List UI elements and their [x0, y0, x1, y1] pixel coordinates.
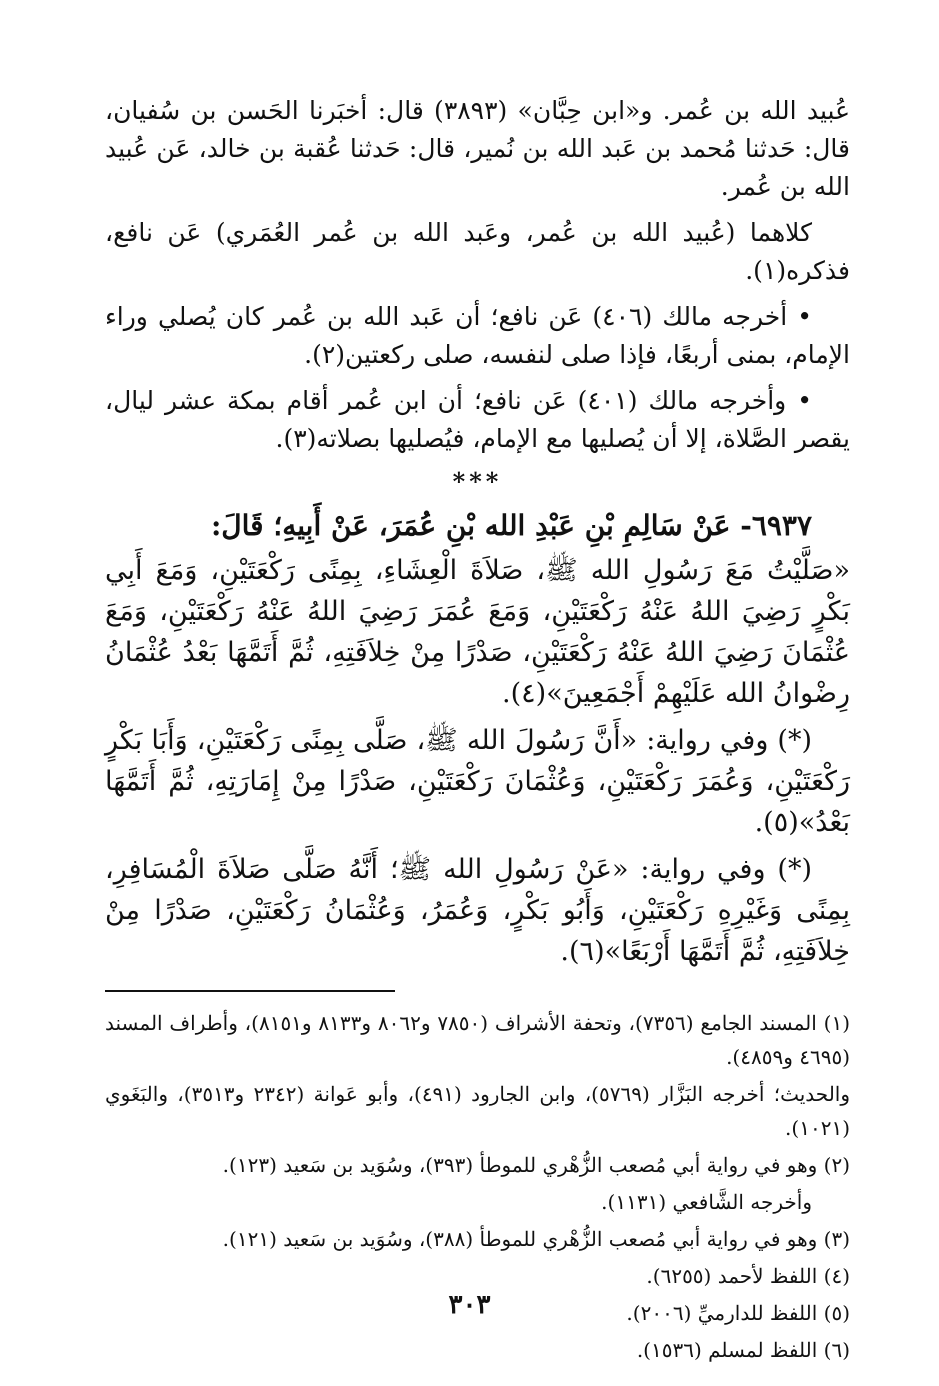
footnote-1: (١) المسند الجامع (٧٣٥٦)، وتحفة الأشراف (٧٨٥٠ و٨٠٦٢ و٨١٣٣ و٨١٥١)، وأطراف المسند (٤٦٩٥ و٤٨٥٩).: [105, 1011, 851, 1069]
hadith-riwaya-1: (*) وفي رواية: «أَنَّ رَسُولَ الله ﷺ، صَلَّى بِمِنًى رَكْعَتَيْنِ، وَأَبَا بَكْرٍ رَكْعَتَيْنِ، وَعُمَرَ رَكْعَتَيْنِ، وَعُثْمَانَ رَكْعَتَيْنِ، صَدْرًا مِنْ إِمَارَتِهِ، ثُمَّ أَتَمَّهَا بَعْدُ»(٥).: [105, 725, 850, 838]
hadith-riwaya-2: (*) وفي رواية: «عَنْ رَسُولِ الله ﷺ؛ أَنَّهُ صَلَّى صَلاَةَ الْمُسَافِرِ، بِمِنًى وَغَيْرِهِ رَكْعَتَيْنِ، وَأَبُو بَكْرٍ، وَعُمَرُ، وَعُثْمَانُ رَكْعَتَيْنِ، صَدْرًا مِنْ خِلاَفَتِهِ، ثُمَّ أَتَمَّهَا أَرْبَعًا»(٦).: [105, 854, 850, 967]
footnote-6: (٦) اللفظ لمسلم (١٥٣٦).: [636, 1338, 850, 1362]
page-content: [105, 92, 850, 1370]
paragraph-malik-401: • وأخرجه مالك (٤٠١) عَن نافع؛ أن ابن عُمر أقام بمكة عشر ليال، يقصر الصَّلاة، إلا أن يُصليها مع الإمام، فيُصليها بصلاته(٣).: [105, 386, 850, 453]
paragraph-malik-406: • أخرجه مالك (٤٠٦) عَن نافع؛ أن عَبد الله بن عُمر كان يُصلي وراء الإمام، بمنى أربعًا، فإذا صلى لنفسه، صلى ركعتين(٢).: [105, 302, 850, 369]
paragraph-both-narrators: كلاهما (عُبيد الله بن عُمر، وعَبد الله بن عُمر العُمَري) عَن نافع، فذكره(١).: [105, 218, 850, 285]
footnote-4: (٤) اللفظ لأحمد (٦٢٥٥).: [646, 1264, 850, 1288]
section-separator: ***: [452, 467, 503, 496]
hadith-heading: ٦٩٣٧- عَنْ سَالِمِ بْنِ عَبْدِ الله بْنِ عُمَرَ، عَنْ أَبِيهِ؛ قَالَ:: [210, 509, 812, 542]
footnote-3: (٣) وهو في رواية أبي مُصعب الزُّهْري للموطأ (٣٨٨)، وسُوَيد بن سَعيد (١٢١).: [222, 1227, 850, 1251]
paragraph-chain-of-narration: عُبيد الله بن عُمر. و«ابن حِبَّان» (٣٨٩٣) قال: أخبَرنا الحَسن بن سُفيان، قال: حَدثنا مُحمد بن عَبد الله بن نُمير، قال: حَدثنا عُقبة بن خالد، عَن عُبيد الله بن عُمر.: [105, 96, 850, 201]
footnote-1-continuation: والحديث؛ أخرجه البَزَّار (٥٧٦٩)، وابن الجارود (٤٩١)، وأبو عَوانة (٢٣٤٢ و٣٥١٣)، والبَغَوي (١٠٢١).: [105, 1082, 851, 1140]
page-number: ٣٠٣: [448, 1290, 491, 1320]
footnote-divider: [105, 990, 395, 992]
footnote-2: (٢) وهو في رواية أبي مُصعب الزُّهْري للموطأ (٣٩٣)، وسُوَيد بن سَعيد (١٢٣).: [222, 1153, 850, 1177]
footnote-2-continuation: وأخرجه الشَّافعي (١١٣١).: [601, 1190, 812, 1214]
footnote-5: (٥) اللفظ للدارميِّ (٢٠٠٦).: [626, 1301, 850, 1325]
hadith-main-text: «صَلَّيْتُ مَعَ رَسُولِ الله ﷺ، صَلاَةَ الْعِشَاءِ، بِمِنًى رَكْعَتَيْنِ، وَمَعَ أَبِي بَكْرٍ رَضِيَ اللهُ عَنْهُ رَكْعَتَيْنِ، وَمَعَ عُمَرَ رَضِيَ اللهُ عَنْهُ رَكْعَتَيْنِ، وَمَعَ عُثْمَانَ رَضِيَ اللهُ عَنْهُ رَكْعَتَيْنِ، صَدْرًا مِنْ خِلاَفَتِهِ، ثُمَّ أَتَمَّهَا بَعْدُ عُثْمَانُ رِضْوانُ الله عَلَيْهِمْ أَجْمَعِينَ»(٤).: [105, 555, 850, 709]
